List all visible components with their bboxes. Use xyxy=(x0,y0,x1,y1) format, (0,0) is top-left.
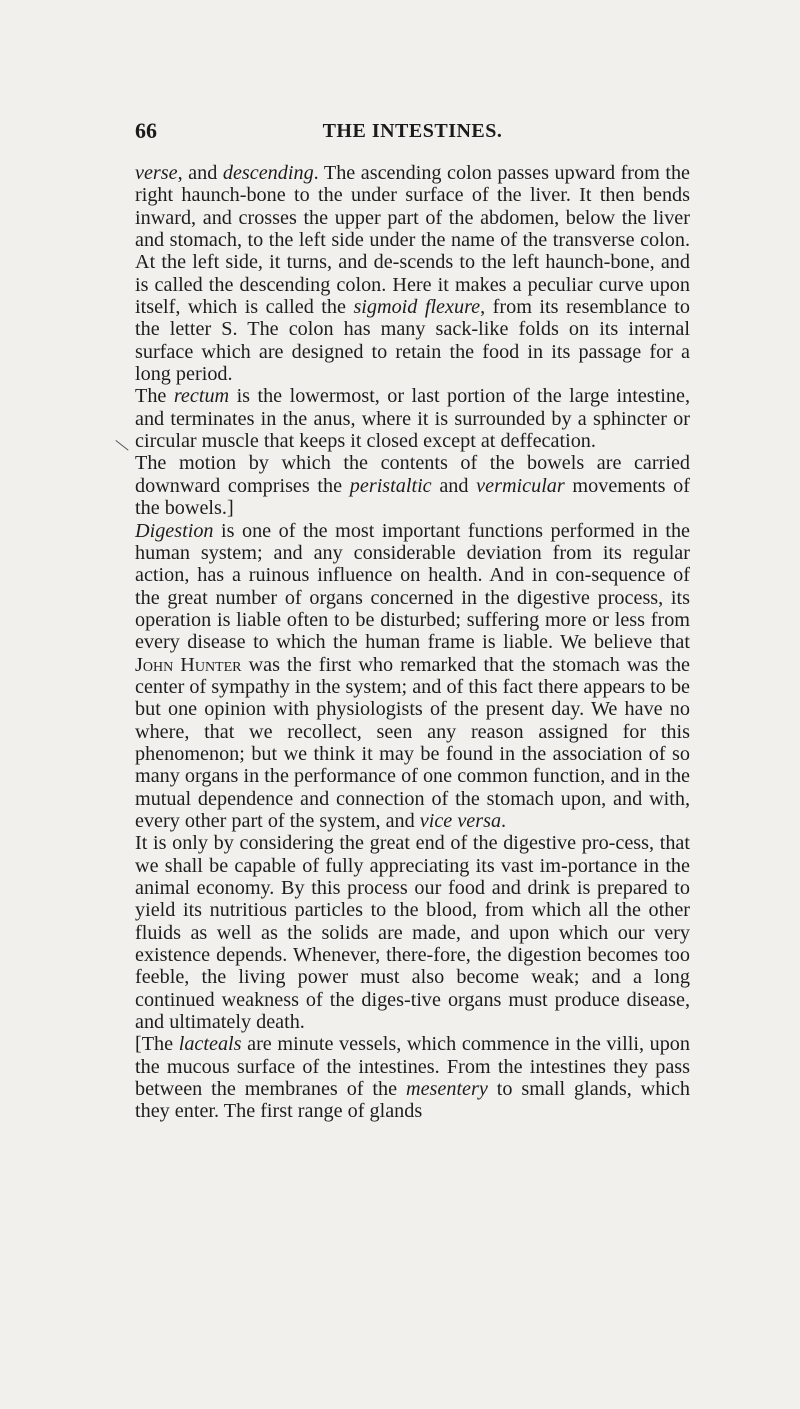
italic-text: sigmoid flexure xyxy=(353,296,481,319)
text-run: It is only by considering the great end of the digestive pro-cess, that we shall be capable of fully appreciating its vast im-portance in the animal economy. By this process our food and drink is prepared to yield its nutritious particles to the blood, from which all the other fluids as well as the solids are made, and upon which our very existence depends. Whenever, there-fore, the digestion becomes too feeble, the living power must also become weak; and a long continued weakness of the diges-tive organs must produce disease, and ultimately death. xyxy=(135,832,690,1034)
paragraph xyxy=(135,385,690,452)
paragraph xyxy=(135,1033,690,1122)
text-run: , from its resemblance to the letter S. The colon has many sack-like folds on its internal surface which are designed to retain the food in its passage for a long period. xyxy=(135,296,690,386)
paragraph xyxy=(135,162,690,385)
text-run: [The xyxy=(135,1033,179,1056)
text-run: The motion by which the contents of the bowels are carried downward comprises the xyxy=(135,452,690,497)
italic-text: Digestion xyxy=(135,519,214,542)
text-run: . xyxy=(501,809,507,832)
body-text xyxy=(135,162,690,1123)
text-run: movements of the bowels.] xyxy=(135,474,690,520)
italic-text: descending xyxy=(222,162,314,184)
italic-text: mesentery xyxy=(406,1078,488,1101)
page-number: 66 xyxy=(135,118,157,143)
text-run: is one of the most important functions performed in the human system; and any considerable deviation from its regular action, has a ruinous influence on health. And in con-sequence of the great number of organs concerned in the digestive process, its operation is liable often to be disturbed; suffering more or less from every disease to which the human frame is liable. We believe that xyxy=(135,519,690,654)
italic-text: lacteals xyxy=(178,1033,242,1056)
italic-text: vermicular xyxy=(476,474,565,497)
text-run: to small glands, which they enter. The first range of glands xyxy=(135,1078,691,1123)
italic-text: vice versa xyxy=(419,809,502,832)
paragraph xyxy=(135,520,690,833)
text-run: and xyxy=(431,474,477,497)
text-run: , and xyxy=(177,162,223,184)
text-run: was the first who remarked that the stomach was the center of sympathy in the system; and of this fact there appears to be but one opinion with physiologists of the present day. We have no where, that we recollect, seen any reason assigned for this phenomenon; but we think it may be found in the association of so many organs in the performance of one common function, and in the mutual dependence and connection of the stomach upon, and with, every other part of the system, and xyxy=(135,653,690,832)
italic-text: rectum xyxy=(173,385,230,408)
text-run: are minute vessels, which commence in the villi, upon the mucous surface of the intestines. From the intestines they pass between the membranes of the xyxy=(135,1033,690,1101)
margin-pencil-mark xyxy=(109,440,128,459)
text-run: . The ascending colon passes upward from the right haunch-bone to the under surface of the liver. It then bends inward, and crosses the upper part of the abdomen, below the liver and stomach, to the left side under the name of the transverse colon. At the left side, it turns, and de-scends to the left haunch-bone, and is called the descending colon. Here it makes a peculiar curve upon itself, which is called the xyxy=(135,162,690,319)
page-header xyxy=(135,118,690,148)
italic-text: verse xyxy=(135,162,178,184)
text-run: is the lowermost, or last portion of the large intestine, and terminates in the anus, where it is surrounded by a sphincter or circular muscle that keeps it closed except at deffecation. xyxy=(135,385,690,453)
italic-text: peristaltic xyxy=(349,474,432,497)
running-head: THE INTESTINES. xyxy=(322,120,503,142)
paragraph xyxy=(135,832,690,1033)
text-run: The xyxy=(135,385,174,408)
paragraph xyxy=(135,452,690,519)
small-caps-text: John Hunter xyxy=(135,653,242,676)
